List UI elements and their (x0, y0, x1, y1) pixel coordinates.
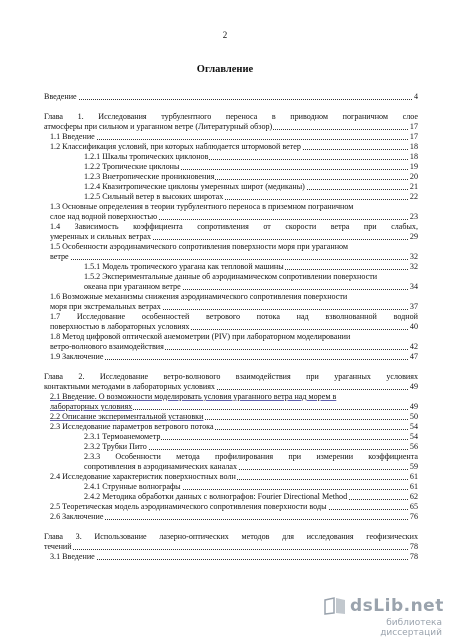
toc-entry-page: 32 (409, 262, 418, 271)
toc-entry-title: ветро-волнового взаимодействия (50, 342, 164, 351)
toc-entry-title: 2.3.3 Особенности метода профилирования при измерении коэффициента (84, 452, 418, 461)
toc-entry-title: 1.3 Основные определения в теории турбулентного переноса в приземном пограничном (50, 202, 354, 211)
toc-entry-title: 2.4.1 Струнные волнографы (84, 482, 181, 491)
toc-entry[interactable] (50, 502, 418, 512)
toc-entry-title: 2.4 Исследование характеристик поверхностных волн (50, 472, 236, 481)
toc-entry-page: 54 (409, 422, 418, 431)
toc-entry-title: атмосферы при сильном и ураганном ветре (Литературный обзор) (44, 122, 273, 131)
toc-entry-title: океана при ураганном ветре (84, 282, 181, 291)
toc-entry-title: 2.5 Теоретическая модель аэродинамического сопротивления поверхности воды (50, 502, 327, 511)
toc-entry-title: Глава 2. Исследование ветро-волнового взаимодействия при ураганных условиях (44, 372, 418, 381)
toc-entry-page: 17 (409, 122, 418, 131)
toc-entry-page: 21 (409, 182, 418, 191)
toc-entry-title: 2.6 Заключение (50, 512, 104, 521)
toc-entry[interactable] (84, 432, 418, 442)
toc-entry[interactable] (44, 532, 418, 542)
toc-entry-page: 22 (409, 192, 418, 201)
toc-entry-page: 40 (409, 322, 418, 331)
toc-entry-page: 18 (409, 152, 418, 161)
toc-entry-page: 56 (409, 442, 418, 451)
toc-entry-title: течений (44, 542, 72, 551)
toc-entry[interactable] (50, 512, 418, 522)
toc-entry[interactable] (84, 492, 418, 502)
toc-entry-title: 2.3 Исследование параметров ветрового потока (50, 422, 214, 431)
toc-entry[interactable] (44, 542, 418, 552)
toc-entry-page: 61 (409, 482, 418, 491)
toc-entry[interactable] (50, 402, 418, 412)
toc-entry[interactable] (50, 222, 418, 232)
toc-entry-title: сопротивления в аэродинамических каналах (84, 462, 238, 471)
toc-entry[interactable] (84, 172, 418, 182)
toc-entry-title: 2.3.1 Термоанемометр (84, 432, 161, 441)
watermark (322, 596, 444, 638)
toc-entry[interactable] (44, 112, 418, 122)
toc-entry[interactable] (84, 162, 418, 172)
toc-entry[interactable] (84, 482, 418, 492)
book-icon (324, 597, 346, 615)
toc-entry-page: 23 (409, 212, 418, 221)
toc-entry[interactable] (84, 462, 418, 472)
toc-entry-page: 47 (409, 352, 418, 361)
toc-entry[interactable] (84, 282, 418, 292)
toc-entry-title: 1.8 Метод цифровой оптической анемометрии (PIV) при лабораторном моделировании (50, 332, 351, 341)
toc-entry-page: 20 (409, 172, 418, 181)
toc-entry[interactable] (50, 212, 418, 222)
toc-entry-title: контактными методами в лабораторных условиях (44, 382, 215, 391)
toc-entry[interactable] (50, 232, 418, 242)
toc-entry[interactable] (84, 442, 418, 452)
toc-entry-title: 1.2.5 Сильный ветер в высоких широтах (84, 192, 224, 201)
watermark-logo: dsLib.net (350, 596, 444, 616)
toc-entry-title: 2.3.2 Трубки Пито (84, 442, 147, 451)
toc-entry-title: ветре (50, 252, 69, 261)
toc-entry-title: 2.2 Описание экспериментальной установки (50, 412, 204, 421)
toc-entry-title: 2.1 Введение. О возможности моделировать условия ураганного ветра над морем в (50, 392, 337, 401)
toc-entry-title: Глава 1. Исследования турбулентного переноса в приводном пограничном слое (44, 112, 418, 121)
toc-entry-title: 1.7 Исследование особенностей ветрового потока над взволнованной водной (50, 312, 418, 321)
toc-entry-page: 61 (409, 472, 418, 481)
toc-entry-page: 42 (409, 342, 418, 351)
toc-entry[interactable] (84, 152, 418, 162)
toc-entry[interactable] (50, 332, 418, 342)
toc-entry[interactable] (84, 272, 418, 282)
toc-entry[interactable] (84, 452, 418, 462)
toc-entry-page: 34 (409, 282, 418, 291)
toc-entry-page: 62 (409, 492, 418, 501)
page-title: Оглавление (196, 64, 254, 75)
toc-entry-page: 50 (409, 412, 418, 421)
toc-entry-page: 49 (409, 402, 418, 411)
toc-entry-title: Глава 3. Использование лазерно-оптических методов для исследования геофизических (44, 532, 418, 541)
toc-entry-page: 76 (409, 512, 418, 521)
toc-entry-title: 1.5.1 Модель тропического урагана как тепловой машины (84, 262, 284, 271)
toc-entry-title: 1.2.3 Внетропические проникновения (84, 172, 215, 181)
toc-entry-page: 19 (409, 162, 418, 171)
toc-entry-title: 1.6 Возможные механизмы снижения аэродинамического сопротивления поверхности (50, 292, 348, 301)
toc-entry-title: поверхностью в лабораторных условиях (50, 322, 190, 331)
toc-entry[interactable] (50, 352, 418, 362)
toc-entry[interactable] (50, 292, 418, 302)
toc-entry-page: 78 (409, 552, 418, 561)
toc-entry[interactable] (44, 372, 418, 382)
toc-entry[interactable] (50, 422, 418, 432)
toc-entry[interactable] (50, 552, 418, 562)
toc-entry-title: 3.1 Введение (50, 552, 95, 561)
toc-entry-title: 1.2 Классификация условий, при которых наблюдается штормовой ветер (50, 142, 301, 151)
toc-entry[interactable] (84, 262, 418, 272)
toc-entry[interactable] (84, 182, 418, 192)
toc-entry[interactable] (50, 252, 418, 262)
toc-entry-title: 1.9 Заключение (50, 352, 104, 361)
toc-entry[interactable] (50, 412, 418, 422)
toc-entry-page: 49 (409, 382, 418, 391)
toc-entry-page: 18 (409, 142, 418, 151)
toc-entry[interactable] (50, 142, 418, 152)
toc-entry[interactable] (50, 322, 418, 332)
toc-entry[interactable] (50, 472, 418, 482)
toc-entry-page: 65 (409, 502, 418, 511)
toc-entry[interactable] (50, 392, 418, 402)
toc-entry-page: 32 (409, 252, 418, 261)
toc-entry[interactable] (44, 382, 418, 392)
toc-entry-title: 1.5.2 Экспериментальные данные об аэродинамическом сопротивлении поверхности (84, 272, 378, 281)
toc-entry-page: 78 (409, 542, 418, 551)
toc-entry-title: 2.4.2 Методика обработки данных с волнографов: Fourier Directional Method (84, 492, 348, 501)
toc-entry-title: 1.1 Введение (50, 132, 95, 141)
toc-entry-page: 54 (409, 432, 418, 441)
toc-entry-page: 29 (409, 232, 418, 241)
toc-entry[interactable] (84, 192, 418, 202)
toc-entry[interactable] (50, 312, 418, 322)
page-number: 2 (222, 30, 228, 40)
toc-entry[interactable] (44, 122, 418, 132)
toc-entry-title: 1.2.1 Шкалы тропических циклонов (84, 152, 209, 161)
toc-entry-title: 1.2.4 Квазитропические циклоны умеренных широт (медиканы) (84, 182, 305, 191)
toc-entry-title: 1.5 Особенности аэродинамического сопротивления поверхности моря при ураганном (50, 242, 349, 251)
toc-entry-title: лабораторных условиях (50, 402, 133, 411)
table-of-contents (44, 0, 418, 636)
toc-entry[interactable] (50, 342, 418, 352)
toc-entry-page: 4 (413, 92, 418, 101)
toc-entry-page: 17 (409, 132, 418, 141)
toc-entry-title: 1.2.2 Тропические циклоны (84, 162, 180, 171)
toc-entry[interactable] (50, 202, 418, 212)
toc-entry-title: 1.4 Зависимость коэффициента сопротивления от скорости ветра при слабых, (50, 222, 418, 231)
toc-entry-title: слое над водной поверхностью (50, 212, 158, 221)
toc-entry-title: умеренных и сильных ветрах (50, 232, 152, 241)
watermark-tagline: библиотека диссертаций (380, 618, 442, 638)
toc-entry-title: моря при экстремальных ветрах (50, 302, 161, 311)
toc-entry[interactable] (50, 132, 418, 142)
toc-entry-page: 59 (409, 462, 418, 471)
toc-entry[interactable] (44, 92, 418, 102)
toc-entry[interactable] (50, 302, 418, 312)
toc-entry-page: 37 (409, 302, 418, 311)
toc-entry[interactable] (50, 242, 418, 252)
toc-entry-title: Введение (44, 92, 77, 101)
